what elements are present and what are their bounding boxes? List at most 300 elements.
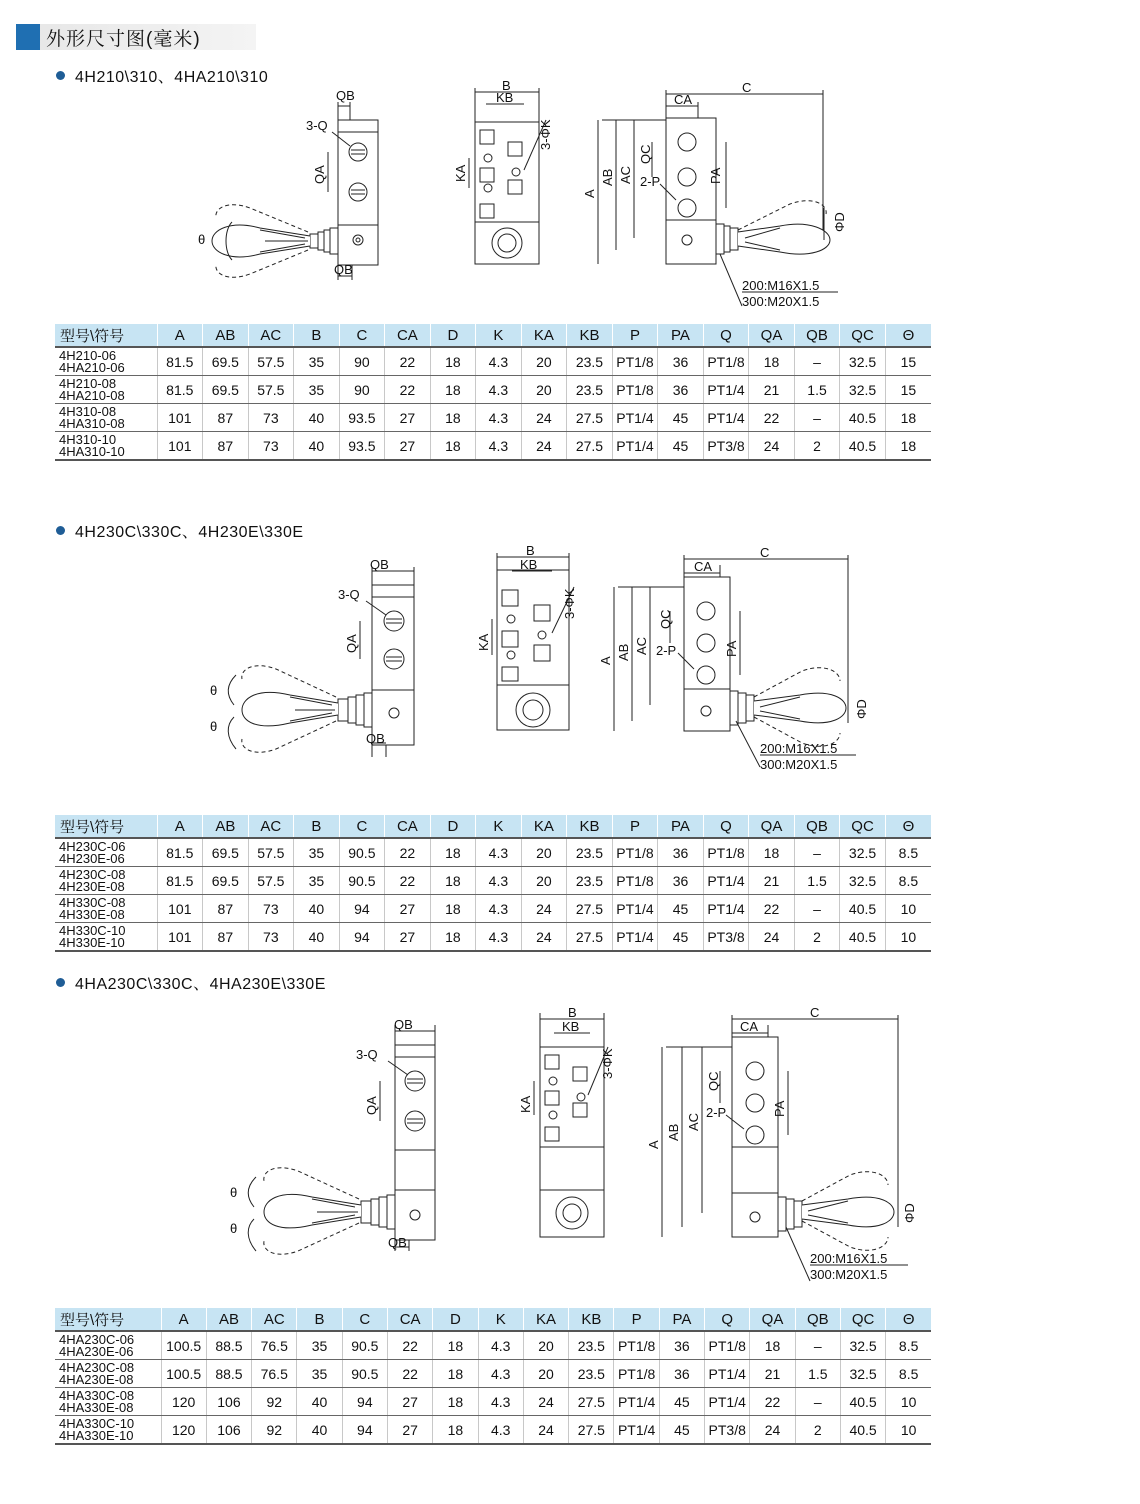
value-cell: 27.5: [567, 923, 613, 952]
header-cell: PA: [658, 324, 704, 347]
bullet-dot-icon: [56, 978, 65, 987]
value-cell: 23.5: [569, 1331, 614, 1360]
value-cell: 18: [430, 404, 476, 432]
value-cell: 18: [749, 347, 795, 376]
value-cell: 4.3: [478, 1360, 523, 1388]
header-cell: QB: [795, 1308, 840, 1331]
value-cell: PT1/4: [614, 1416, 659, 1445]
value-cell: 20: [521, 376, 567, 404]
value-cell: –: [795, 1388, 840, 1416]
thread-label-1: 200:M16X1.5: [742, 278, 820, 293]
value-cell: 8.5: [885, 867, 931, 895]
end-view: [598, 545, 869, 772]
value-cell: 69.5: [203, 867, 249, 895]
value-cell: 2: [794, 432, 840, 461]
value-cell: 40: [294, 895, 340, 923]
value-cell: PT1/4: [612, 923, 658, 952]
value-cell: 20: [523, 1331, 568, 1360]
value-cell: 18: [430, 376, 476, 404]
header-cell: QC: [840, 324, 886, 347]
value-cell: 88.5: [206, 1360, 251, 1388]
value-cell: 22: [749, 895, 795, 923]
value-cell: 18: [433, 1388, 478, 1416]
thread-label-1: 200:M16X1.5: [760, 741, 838, 756]
qc-label: QC: [658, 609, 673, 629]
value-cell: 18: [430, 923, 476, 952]
table-row: [55, 1388, 931, 1416]
value-cell: 18: [885, 432, 931, 461]
value-cell: 27: [387, 1388, 432, 1416]
value-cell: 24: [521, 923, 567, 952]
value-cell: 35: [297, 1360, 342, 1388]
header-cell: Q: [703, 815, 749, 838]
value-cell: 76.5: [252, 1360, 297, 1388]
section-2-subtitle: 4H230C\330C、4H230E\330E: [56, 519, 304, 542]
value-cell: 18: [430, 347, 476, 376]
value-cell: 100.5: [161, 1331, 206, 1360]
value-cell: 8.5: [886, 1360, 931, 1388]
value-cell: 35: [294, 838, 340, 867]
qb-top-label: QB: [394, 1017, 413, 1032]
value-cell: 94: [342, 1388, 387, 1416]
header-cell: QA: [749, 815, 795, 838]
header-cell: AB: [206, 1308, 251, 1331]
value-cell: 87: [203, 895, 249, 923]
p2-label: 2-P: [640, 174, 661, 189]
value-cell: 10: [886, 1416, 931, 1445]
theta-label: θ: [198, 232, 206, 247]
q3-label: 3-Q: [338, 587, 360, 602]
header-cell: AC: [248, 324, 294, 347]
qa-label: QA: [312, 165, 327, 184]
table-row: [55, 432, 931, 461]
header-cell: C: [339, 324, 385, 347]
ab-label: AB: [600, 168, 615, 186]
value-cell: 45: [659, 1388, 704, 1416]
kb-label: KB: [562, 1019, 580, 1034]
qb-top-label: QB: [370, 557, 389, 572]
ka-label: KA: [476, 633, 491, 651]
value-cell: –: [794, 404, 840, 432]
ab-label: AB: [616, 643, 631, 661]
value-cell: PT1/4: [705, 1388, 750, 1416]
value-cell: 106: [206, 1416, 251, 1445]
table-header-row: [55, 1308, 931, 1331]
model-cell: 4H330C-10 4H330E-10: [55, 923, 157, 952]
a-label: A: [646, 1140, 661, 1149]
header-cell: AC: [248, 815, 294, 838]
k3-label: 3-ΦK: [562, 588, 577, 619]
value-cell: 87: [203, 923, 249, 952]
value-cell: 27: [385, 432, 431, 461]
value-cell: 90.5: [342, 1360, 387, 1388]
value-cell: 24: [521, 432, 567, 461]
side-view: [198, 88, 378, 280]
qa-label: QA: [364, 1096, 379, 1115]
value-cell: 57.5: [248, 376, 294, 404]
value-cell: 32.5: [840, 347, 886, 376]
value-cell: 18: [749, 838, 795, 867]
value-cell: 40: [294, 923, 340, 952]
ka-label: KA: [518, 1095, 533, 1113]
value-cell: PT1/8: [705, 1331, 750, 1360]
end-view: [646, 1005, 917, 1282]
header-cell: AB: [203, 815, 249, 838]
header-cell: K: [476, 324, 522, 347]
value-cell: PT1/8: [612, 867, 658, 895]
value-cell: 40.5: [840, 404, 886, 432]
value-cell: 120: [161, 1416, 206, 1445]
section-3-subtitle: 4HA230C\330C、4HA230E\330E: [56, 971, 326, 994]
pa-label: PA: [708, 167, 723, 184]
header-cell: KB: [567, 324, 613, 347]
model-cell: 4H230C-06 4H230E-06: [55, 838, 157, 867]
header-cell: B: [294, 324, 340, 347]
header-cell: QA: [750, 1308, 795, 1331]
header-cell: A: [157, 324, 203, 347]
value-cell: 27: [387, 1416, 432, 1445]
value-cell: 15: [885, 347, 931, 376]
a-label: A: [582, 189, 597, 198]
value-cell: 92: [252, 1416, 297, 1445]
value-cell: 40: [297, 1388, 342, 1416]
value-cell: 81.5: [157, 376, 203, 404]
value-cell: 24: [750, 1416, 795, 1445]
value-cell: 20: [521, 347, 567, 376]
value-cell: 32.5: [840, 867, 886, 895]
theta-label-2: θ: [230, 1221, 238, 1236]
value-cell: 45: [659, 1416, 704, 1445]
ac-label: AC: [686, 1112, 701, 1131]
value-cell: –: [794, 895, 840, 923]
kb-label: KB: [496, 90, 514, 105]
table-row: [55, 376, 931, 404]
value-cell: 18: [430, 838, 476, 867]
value-cell: 57.5: [248, 838, 294, 867]
value-cell: 24: [523, 1388, 568, 1416]
value-cell: 45: [658, 923, 704, 952]
value-cell: 1.5: [794, 867, 840, 895]
value-cell: PT1/4: [705, 1360, 750, 1388]
header-cell: D: [430, 324, 476, 347]
value-cell: PT1/4: [612, 404, 658, 432]
value-cell: 18: [433, 1416, 478, 1445]
d-label: ΦD: [832, 212, 847, 232]
value-cell: 24: [521, 404, 567, 432]
model-cell: 4H230C-08 4H230E-08: [55, 867, 157, 895]
header-cell: AC: [252, 1308, 297, 1331]
model-cell: 4H330C-08 4H330E-08: [55, 895, 157, 923]
value-cell: 10: [885, 895, 931, 923]
value-cell: 36: [659, 1360, 704, 1388]
model-cell: 4HA330C-10 4HA330E-10: [55, 1416, 161, 1445]
value-cell: 40.5: [840, 923, 886, 952]
side-view: [210, 557, 414, 757]
value-cell: 45: [658, 895, 704, 923]
model-cell: 4H310-10 4HA310-10: [55, 432, 157, 461]
value-cell: 32.5: [840, 838, 886, 867]
spec-table-1: [55, 324, 931, 461]
k3-label: 3-ΦK: [600, 1048, 615, 1079]
value-cell: 90.5: [339, 838, 385, 867]
value-cell: 32.5: [840, 1331, 885, 1360]
header-cell: B: [294, 815, 340, 838]
section-1-drawing: [190, 80, 870, 310]
value-cell: 23.5: [567, 376, 613, 404]
value-cell: 4.3: [476, 432, 522, 461]
header-cell: 型号\符号: [55, 815, 157, 838]
value-cell: 69.5: [203, 347, 249, 376]
value-cell: 101: [157, 404, 203, 432]
value-cell: PT1/8: [703, 347, 749, 376]
front-view: [518, 1005, 615, 1237]
qb-bottom-label: QB: [366, 731, 385, 746]
b-label: B: [526, 543, 535, 558]
value-cell: 90: [339, 347, 385, 376]
header-cell: KB: [569, 1308, 614, 1331]
value-cell: 1.5: [795, 1360, 840, 1388]
theta-label-1: θ: [230, 1185, 238, 1200]
table-row: [55, 1360, 931, 1388]
q3-label: 3-Q: [306, 118, 328, 133]
model-cell: 4H210-08 4HA210-08: [55, 376, 157, 404]
value-cell: PT1/8: [614, 1360, 659, 1388]
value-cell: 40.5: [840, 895, 886, 923]
value-cell: 94: [342, 1416, 387, 1445]
header-cell: KA: [521, 815, 567, 838]
header-cell: CA: [385, 324, 431, 347]
p2-label: 2-P: [706, 1105, 727, 1120]
value-cell: 4.3: [478, 1416, 523, 1445]
value-cell: 4.3: [476, 404, 522, 432]
value-cell: PT1/4: [703, 895, 749, 923]
value-cell: 35: [297, 1331, 342, 1360]
section-2-drawing: [200, 545, 880, 775]
thread-label-1: 200:M16X1.5: [810, 1251, 888, 1266]
model-cell: 4HA330C-08 4HA330E-08: [55, 1388, 161, 1416]
value-cell: 27.5: [569, 1416, 614, 1445]
table-row: [55, 867, 931, 895]
header-cell: P: [612, 815, 658, 838]
value-cell: 81.5: [157, 347, 203, 376]
qb-top-label: QB: [336, 88, 355, 103]
value-cell: 27.5: [567, 432, 613, 461]
value-cell: 27: [385, 895, 431, 923]
value-cell: 90.5: [339, 867, 385, 895]
value-cell: 106: [206, 1388, 251, 1416]
header-cell: D: [430, 815, 476, 838]
value-cell: 69.5: [203, 838, 249, 867]
table-row: [55, 1331, 931, 1360]
value-cell: 23.5: [567, 347, 613, 376]
kb-label: KB: [520, 557, 538, 572]
value-cell: 45: [658, 432, 704, 461]
value-cell: 2: [795, 1416, 840, 1445]
ca-label: CA: [674, 92, 693, 107]
ca-label: CA: [694, 559, 713, 574]
value-cell: 22: [387, 1331, 432, 1360]
value-cell: 4.3: [476, 895, 522, 923]
value-cell: 88.5: [206, 1331, 251, 1360]
value-cell: 24: [521, 895, 567, 923]
header-cell: C: [339, 815, 385, 838]
value-cell: 22: [385, 347, 431, 376]
value-cell: 22: [387, 1360, 432, 1388]
value-cell: 27: [385, 923, 431, 952]
end-view: [582, 80, 847, 309]
value-cell: 73: [248, 923, 294, 952]
section-1-subtitle: 4H210\310、4HA210\310: [56, 64, 268, 87]
value-cell: 93.5: [339, 404, 385, 432]
table-row: [55, 895, 931, 923]
value-cell: 23.5: [567, 867, 613, 895]
theta-label-2: θ: [210, 719, 218, 734]
ac-label: AC: [618, 165, 633, 184]
thread-label-2: 300:M20X1.5: [742, 294, 820, 309]
header-cell: P: [612, 324, 658, 347]
section-3-drawing: [220, 1005, 920, 1290]
qb-bottom-label: QB: [388, 1235, 407, 1250]
value-cell: 81.5: [157, 838, 203, 867]
value-cell: 120: [161, 1388, 206, 1416]
qc-label: QC: [638, 144, 653, 164]
value-cell: PT1/8: [614, 1331, 659, 1360]
value-cell: 36: [658, 867, 704, 895]
ab-label: AB: [666, 1123, 681, 1141]
qb-bottom-label: QB: [334, 262, 353, 277]
value-cell: 81.5: [157, 867, 203, 895]
section-header: [16, 24, 256, 50]
header-cell: C: [342, 1308, 387, 1331]
value-cell: 24: [523, 1416, 568, 1445]
a-label: A: [598, 656, 613, 665]
value-cell: 4.3: [476, 867, 522, 895]
ac-label: AC: [634, 636, 649, 655]
value-cell: PT1/8: [703, 838, 749, 867]
header-cell: 型号\符号: [55, 1308, 161, 1331]
value-cell: 57.5: [248, 867, 294, 895]
value-cell: PT3/8: [703, 923, 749, 952]
value-cell: 22: [385, 838, 431, 867]
value-cell: 20: [523, 1360, 568, 1388]
value-cell: 36: [658, 376, 704, 404]
header-cell: K: [478, 1308, 523, 1331]
side-view: [230, 1017, 435, 1254]
value-cell: PT1/4: [612, 432, 658, 461]
value-cell: –: [795, 1331, 840, 1360]
value-cell: 18: [430, 895, 476, 923]
value-cell: 35: [294, 867, 340, 895]
value-cell: 40: [294, 432, 340, 461]
value-cell: PT1/8: [612, 347, 658, 376]
model-cell: 4HA230C-08 4HA230E-08: [55, 1360, 161, 1388]
k3-label: 3-ΦK: [538, 119, 553, 150]
value-cell: 94: [339, 895, 385, 923]
c-label: C: [742, 80, 752, 95]
d-label: ΦD: [902, 1203, 917, 1223]
value-cell: 36: [658, 347, 704, 376]
value-cell: 21: [750, 1360, 795, 1388]
value-cell: 45: [658, 404, 704, 432]
value-cell: 18: [750, 1331, 795, 1360]
bullet-dot-icon: [56, 71, 65, 80]
value-cell: PT1/4: [614, 1388, 659, 1416]
value-cell: PT1/4: [703, 404, 749, 432]
header-cell: KA: [521, 324, 567, 347]
value-cell: 4.3: [478, 1331, 523, 1360]
value-cell: 36: [658, 838, 704, 867]
value-cell: 27.5: [569, 1388, 614, 1416]
header-cell: CA: [387, 1308, 432, 1331]
value-cell: 23.5: [569, 1360, 614, 1388]
value-cell: 22: [385, 376, 431, 404]
table-header-row: [55, 815, 931, 838]
ca-label: CA: [740, 1019, 759, 1034]
header-cell: Θ: [886, 1308, 931, 1331]
q3-label: 3-Q: [356, 1047, 378, 1062]
header-cell: A: [161, 1308, 206, 1331]
c-label: C: [810, 1005, 820, 1020]
header-cell: QC: [840, 1308, 885, 1331]
value-cell: –: [794, 838, 840, 867]
value-cell: 90: [339, 376, 385, 404]
value-cell: 8.5: [886, 1331, 931, 1360]
front-view: [476, 543, 577, 730]
value-cell: 40.5: [840, 1388, 885, 1416]
spec-table-2: [55, 815, 931, 952]
value-cell: 4.3: [476, 838, 522, 867]
model-cell: 4HA230C-06 4HA230E-06: [55, 1331, 161, 1360]
header-cell: PA: [658, 815, 704, 838]
header-cell: AB: [203, 324, 249, 347]
header-cell: CA: [385, 815, 431, 838]
value-cell: 35: [294, 376, 340, 404]
value-cell: 2: [794, 923, 840, 952]
value-cell: 4.3: [476, 347, 522, 376]
d-label: ΦD: [854, 699, 869, 719]
value-cell: 10: [885, 923, 931, 952]
value-cell: 18: [885, 404, 931, 432]
value-cell: PT1/8: [612, 376, 658, 404]
value-cell: 20: [521, 867, 567, 895]
value-cell: 76.5: [252, 1331, 297, 1360]
value-cell: 101: [157, 895, 203, 923]
header-cell: QA: [749, 324, 795, 347]
value-cell: 32.5: [840, 1360, 885, 1388]
p2-label: 2-P: [656, 643, 677, 658]
theta-label-1: θ: [210, 683, 218, 698]
spec-table-3: [55, 1308, 931, 1445]
bullet-dot-icon: [56, 526, 65, 535]
header-cell: QB: [794, 324, 840, 347]
table-row: [55, 1416, 931, 1445]
value-cell: 69.5: [203, 376, 249, 404]
header-cell: K: [476, 815, 522, 838]
value-cell: 100.5: [161, 1360, 206, 1388]
value-cell: PT3/8: [703, 432, 749, 461]
value-cell: 23.5: [567, 838, 613, 867]
b-label: B: [568, 1005, 577, 1020]
value-cell: 57.5: [248, 347, 294, 376]
header-cell: D: [433, 1308, 478, 1331]
header-cell: PA: [659, 1308, 704, 1331]
thread-label-2: 300:M20X1.5: [810, 1267, 888, 1282]
header-cell: Θ: [885, 324, 931, 347]
value-cell: PT1/4: [612, 895, 658, 923]
value-cell: 24: [749, 432, 795, 461]
qa-label: QA: [344, 634, 359, 653]
value-cell: 87: [203, 404, 249, 432]
